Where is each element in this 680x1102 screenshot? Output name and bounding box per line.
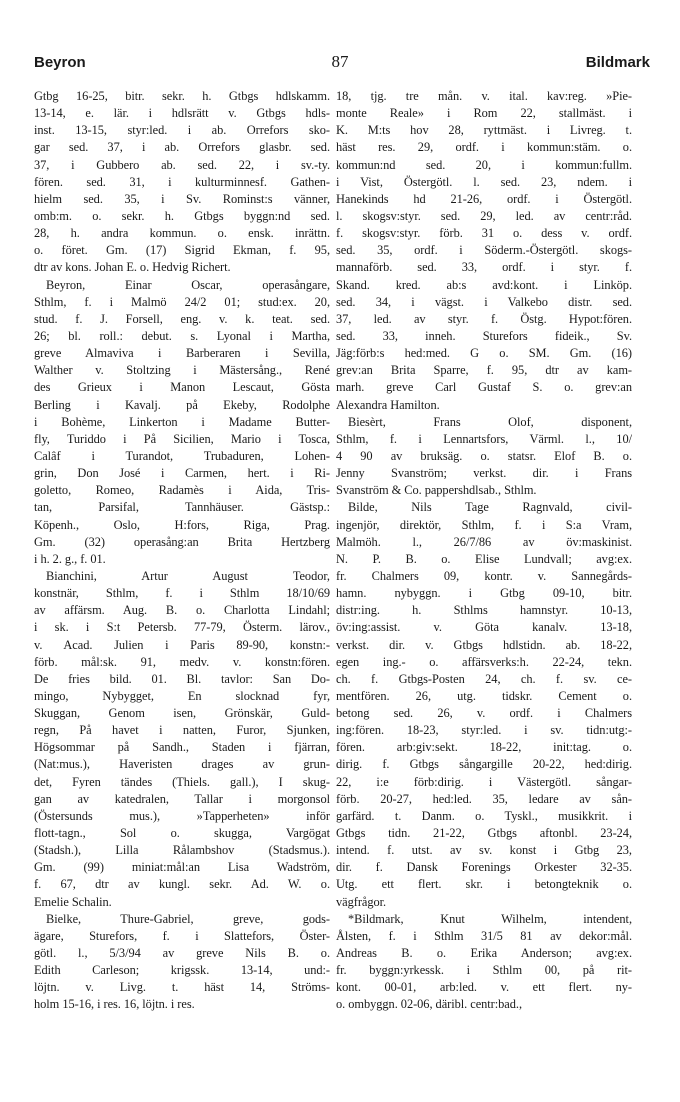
text-line: egen ing.- o. affärsverks:h. 22-24, tekn. bbox=[336, 654, 632, 669]
text-line: omb:m. o. sekr. h. Gtbgs byggn:nd sed. bbox=[34, 208, 330, 223]
text-line: 26; bl. roll.: debut. s. Lyonal i Martha, bbox=[34, 328, 330, 343]
text-line: kommun:nd sed. 20, i kommun:fullm. bbox=[336, 157, 632, 172]
text-line: ing:fören. 18-23, styr:led. i sv. tidn:utg:- bbox=[336, 723, 632, 738]
text-line: i Bohème, Linkerton i Madame Butter- bbox=[34, 414, 330, 429]
text-line: Emelie Schalin. bbox=[34, 894, 112, 909]
text-line: hamn. nybyggn. i Gtbg 09-10, bitr. bbox=[336, 586, 632, 601]
text-line: tan, Parsifal, Tannhäuser. Gästsp.: bbox=[34, 500, 330, 515]
text-line: grin, Don José i Carmen, hert. i Ri- bbox=[34, 466, 330, 481]
text-line: holm 15-16, i res. 16, löjtn. i res. bbox=[34, 997, 195, 1012]
text-line: mannaförb. sed. 33, ordf. i styr. f. bbox=[336, 260, 632, 275]
text-line: fr. byggn:yrkessk. i Sthlm 00, på rit- bbox=[336, 963, 632, 978]
text-line: v. Acad. Julien i Paris 89-90, konstn:- bbox=[34, 637, 330, 652]
text-line: l. skogsv:styr. sed. 29, led. av centr:råd. bbox=[336, 208, 632, 223]
text-line: ch. f. Gtbgs-Posten 24, ch. f. sv. ce- bbox=[336, 671, 632, 686]
text-line: Jäg:förb:s hed:med. G o. SM. Gm. (16) bbox=[336, 346, 632, 361]
text-line: götl. l., 5/3/94 av greve Nils B. o. bbox=[34, 946, 330, 961]
text-line: o. ombyggn. 02-06, däribl. centr:bad., bbox=[336, 997, 522, 1012]
text-line: des Grieux i Manon Lescaut, Gösta bbox=[34, 380, 330, 395]
text-line: 18, tjg. tre mån. v. ital. kav:reg. »Pie- bbox=[336, 89, 632, 103]
text-line: sed. 35, ordf. i Söderm.-Östergötl. skogs- bbox=[336, 243, 632, 258]
text-line: sed. 34, i vägst. i Valkebo distr. sed. bbox=[336, 294, 632, 309]
text-line: 28, h. andra kommun. o. ensk. inrättn. bbox=[34, 226, 330, 241]
text-line: 13-14, e. lär. i hdlsrätt v. Gtbgs hdls- bbox=[34, 106, 330, 121]
page-header bbox=[30, 52, 650, 78]
text-line: förb. mål:sk. 91, medv. v. konstn:fören. bbox=[34, 654, 330, 669]
text-line: Utg. ett flert. skr. i betongteknik o. bbox=[336, 877, 632, 892]
text-line: Gm. (99) miniat:mål:an Lisa Wadström, bbox=[34, 860, 330, 875]
text-line: Sthlm, f. i Malmö 24/2 01; stud:ex. 20, bbox=[34, 294, 330, 309]
text-line: monte Reale» i Rom 22, stallmäst. i bbox=[336, 106, 632, 121]
entry-heading-line: Beyron, Einar Oscar, operasångare, bbox=[46, 277, 330, 292]
entry-heading-line: Bilde, Nils Tage Ragnvald, civil- bbox=[348, 500, 632, 515]
text-line: i sk. i S:t Petersb. 77-79, Österm. lärov., bbox=[34, 620, 330, 635]
text-line: gan av katedralen, Tallar i morgonsol bbox=[34, 791, 330, 806]
text-line: häst res. 29, ordf. i kommun:stäm. o. bbox=[336, 140, 632, 155]
text-line: grev:an Brita Sparre, f. 95, dtr av kam- bbox=[336, 363, 632, 378]
text-line: garfärd. t. Danm. o. Tyskl., musikkrit. i bbox=[336, 808, 632, 823]
text-line: Gtbg 16-25, bitr. sekr. h. Gtbgs hdlskamm. bbox=[34, 89, 330, 103]
entry-heading-line: Biesèrt, Frans Olof, disponent, bbox=[348, 414, 632, 429]
text-line: mingo, Nybygget, En slocknad fyr, bbox=[34, 688, 330, 703]
text-line: dirig. f. Gtbgs sångargille 20-22, hed:dirig. bbox=[336, 757, 632, 772]
header-left-word: Beyron bbox=[34, 54, 86, 71]
text-line: dir. f. Dansk Forenings Orkester 32-35. bbox=[336, 860, 632, 875]
text-line: det, Fyren tändes (Thiels. gall.), I skug- bbox=[34, 774, 330, 789]
text-line: betong sed. 26, v. ordf. i Chalmers bbox=[336, 706, 632, 721]
text-line: regn, På havet i natten, Furor, Sjunken, bbox=[34, 723, 330, 738]
text-line: fören. sed. 31, i kulturminnesf. Gathen- bbox=[34, 174, 330, 189]
text-line: distr:ing. h. Sthlms hamnstyr. 10-13, bbox=[336, 603, 632, 618]
text-line: gar sed. 37, i ab. Orrefors glasbr. sed. bbox=[34, 140, 330, 155]
text-line: förb. 20-27, hed:led. 35, ledare av sån- bbox=[336, 791, 632, 806]
text-line: 37, led. av styr. f. Östg. Hypot:fören. bbox=[336, 311, 632, 326]
text-line: sed. 33, inneh. Sturefors fideik., Sv. bbox=[336, 328, 632, 343]
page-number: 87 bbox=[331, 52, 349, 71]
text-line: dtr av kons. Johan E. o. Hedvig Richert. bbox=[34, 260, 231, 275]
text-line: f. skogsv:styr. förb. 31 o. dess v. ordf. bbox=[336, 226, 632, 241]
text-line: konstnär, Sthlm, f. i Sthlm 18/10/69 bbox=[34, 586, 330, 601]
right-column bbox=[336, 88, 632, 1014]
text-line: N. P. B. o. Elise Lundvall; avg:ex. bbox=[336, 551, 632, 566]
text-line: marh. greve Carl Gustaf S. o. grev:an bbox=[336, 380, 632, 395]
text-line: 22, i:e förb:dirig. i Västergötl. sångar- bbox=[336, 774, 632, 789]
text-line: (Stadsh.), Lilla Rålambshov (Stadsmus.). bbox=[34, 843, 330, 858]
text-line: öv:ing:assist. v. Göta kanalv. 13-18, bbox=[336, 620, 632, 635]
text-line: inst. 13-15, styr:led. i ab. Orrefors sko- bbox=[34, 123, 330, 138]
text-line: Högsommar på Sandh., Staden i fjärran, bbox=[34, 740, 330, 755]
text-line: Köpenh., Oslo, H:fors, Riga, Prag. bbox=[34, 517, 330, 532]
text-line: Gtbgs tidn. 21-22, Gtbgs aftonbl. 23-24, bbox=[336, 826, 632, 841]
text-line: fören. arb:giv:sekt. 18-22, init:tag. o. bbox=[336, 740, 632, 755]
text-line: greve Almaviva i Barberaren i Sevilla, bbox=[34, 346, 330, 361]
text-line: mentfören. 26, utg. tidskr. Cement o. bbox=[336, 688, 632, 703]
entry-heading-line: *Bildmark, Knut Wilhelm, intendent, bbox=[348, 911, 632, 926]
text-line: kont. 00-01, arb:led. v. ett flert. ny- bbox=[336, 980, 632, 995]
text-line: Calâf i Turandot, Trubaduren, Lohen- bbox=[34, 448, 330, 463]
text-line: hielm sed. 35, i Sv. Rominst:s vänner, bbox=[34, 191, 330, 206]
text-line: Berling i Kavalj. på Ekeby, Rodolphe bbox=[34, 397, 330, 412]
text-line: intend. f. utst. av sv. konst i Gtbg 23, bbox=[336, 843, 632, 858]
text-line: Svanström & Co. pappershdlsab., Sthlm. bbox=[336, 483, 537, 498]
text-line: Edith Carleson; krigssk. 13-14, und:- bbox=[34, 963, 330, 978]
text-line: Skand. kred. ab:s avd:kont. i Linköp. bbox=[336, 277, 632, 292]
text-line: f. 67, dtr av kungl. sekr. Ad. W. o. bbox=[34, 877, 330, 892]
text-line: löjtn. v. Livg. t. häst 14, Ströms- bbox=[34, 980, 330, 995]
text-line: ingenjör, direktör, Sthlm, f. i S:a Vram, bbox=[336, 517, 632, 532]
entry-heading-line: Bielke, Thure-Gabriel, greve, gods- bbox=[46, 911, 330, 926]
text-line: fly, Turiddo i På Sicilien, Mario i Tosca, bbox=[34, 431, 330, 446]
text-line: i h. 2. g., f. 01. bbox=[34, 551, 106, 566]
text-line: verkst. dir. v. Gtbgs hdlstidn. ab. 18-22, bbox=[336, 637, 632, 652]
text-line: Alexandra Hamilton. bbox=[336, 397, 440, 412]
text-line: 4 90 av bruksäg. o. statsr. Elof B. o. bbox=[336, 448, 632, 463]
text-line: Jenny Svanström; verkst. dir. i Frans bbox=[336, 466, 632, 481]
text-line: 37, i Gubbero ab. sed. 22, i sv.-ty. bbox=[34, 157, 330, 172]
text-line: Andreas B. o. Erika Anderson; avg:ex. bbox=[336, 946, 632, 961]
header-right-word: Bildmark bbox=[585, 54, 650, 71]
text-line: Hanekinds hd 21-26, ordf. i Östergötl. bbox=[336, 191, 632, 206]
text-line: Walther v. Stoltzing i Mästersång., René bbox=[34, 363, 330, 378]
text-line: vägfrågor. bbox=[336, 894, 387, 909]
text-line: De fries bild. 01. Bl. tavlor: San Do- bbox=[34, 671, 330, 686]
text-line: K. M:ts hov 28, ryttmäst. i Livreg. t. bbox=[336, 123, 632, 138]
text-line: (Nat:mus.), Haveristen drages av grun- bbox=[34, 757, 330, 772]
text-line: goletto, Romeo, Radamès i Aida, Tris- bbox=[34, 483, 330, 498]
text-line: Gm. (32) operasång:an Brita Hertzberg bbox=[34, 534, 330, 549]
text-line: (Östersunds mus.), »Tapperheten» inför bbox=[34, 808, 330, 823]
left-column bbox=[34, 88, 330, 1014]
entry-heading-line: Bianchini, Artur August Teodor, bbox=[46, 568, 330, 583]
text-line: i Vist, Östergötl. l. sed. 23, ndem. i bbox=[336, 174, 632, 189]
text-line: av affärsm. Aug. B. o. Charlotta Lindahl; bbox=[34, 603, 330, 618]
text-line: o. föret. Gm. (17) Sigrid Ekman, f. 95, bbox=[34, 243, 330, 258]
text-line: stud. f. J. Forsell, eng. v. k. teat. sed. bbox=[34, 311, 330, 326]
text-line: Sthlm, f. i Lennartsfors, Värml. l., 10/ bbox=[336, 431, 632, 446]
text-line: ägare, Sturefors, f. i Slattefors, Öster- bbox=[34, 928, 330, 943]
text-line: Ålsten, f. i Sthlm 31/5 81 av dekor:mål. bbox=[336, 928, 632, 943]
text-line: fr. Chalmers 09, kontr. v. Sannegårds- bbox=[336, 568, 632, 583]
text-line: Malmöh. l., 26/7/86 av öv:maskinist. bbox=[336, 534, 632, 549]
text-line: flott-tagn., Sol o. skugga, Vargögat bbox=[34, 826, 330, 841]
text-line: Skuggan, Genom isen, Grönskär, Guld- bbox=[34, 706, 330, 721]
